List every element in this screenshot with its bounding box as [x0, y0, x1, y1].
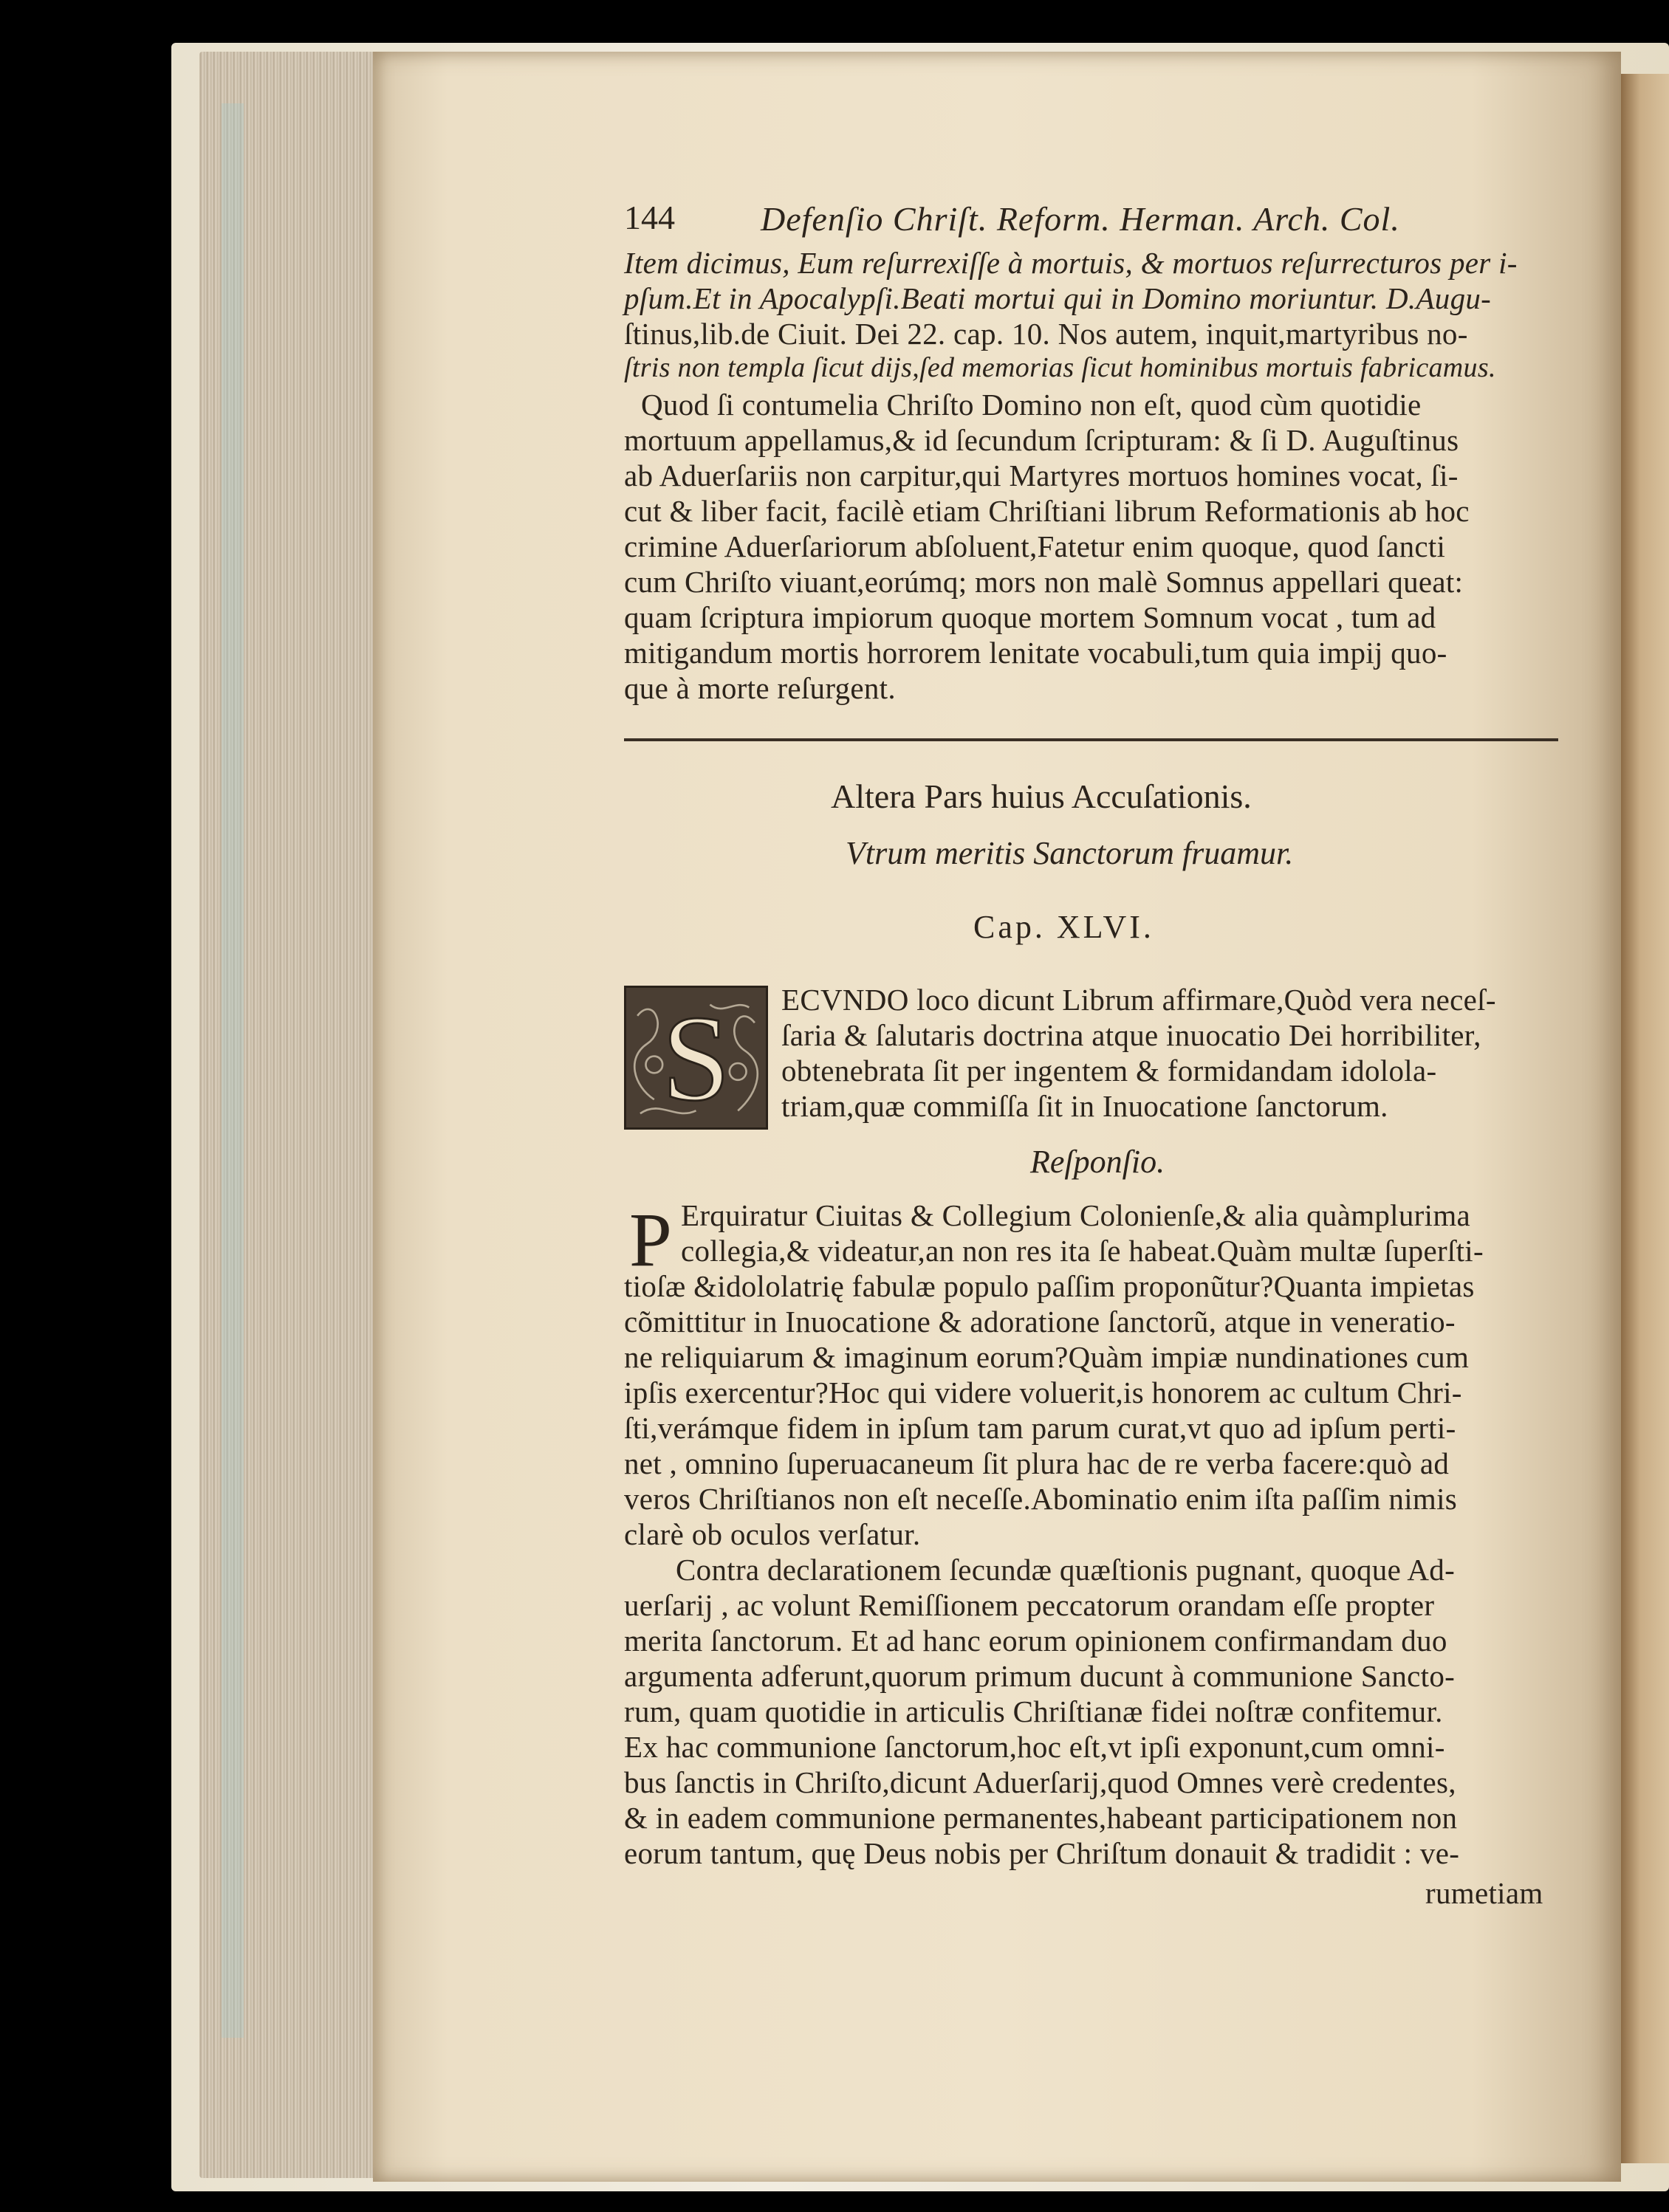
text-line: argumenta adferunt,quorum primum ducunt à communione Sancto-	[624, 1659, 1456, 1693]
text-line: tioſæ &idololatrię fabulæ populo paſſim proponũtur?Quanta impietas	[624, 1269, 1475, 1303]
svg-text:S: S	[662, 990, 730, 1127]
text-line: mitigandum mortis horrorem lenitate vocabuli,tum quia impij quo-	[624, 636, 1447, 670]
text-line: merita ſanctorum. Et ad hanc eorum opinionem confirmandam duo	[624, 1624, 1447, 1658]
responsio-heading: Reſponſio.	[1030, 1144, 1165, 1180]
text-line: & in eadem communione permanentes,habeant participationem non	[624, 1801, 1458, 1835]
text-line: quam ſcriptura impiorum quoque mortem Somnum vocat , tum ad	[624, 600, 1436, 634]
text-line: cut & liber facit, facilè etiam Chriſtiani librum Reformationis ab hoc	[624, 494, 1470, 528]
text-line: ab Aduerſariis non carpitur,qui Martyres mortuos homines vocat, ſi-	[624, 458, 1459, 492]
text-line: ſaria & ſalutaris doctrina atque inuocatio Dei horribiliter,	[781, 1018, 1481, 1052]
text-line: rum, quam quotidie in articulis Chriſtianæ fidei noſtræ confitemur.	[624, 1694, 1443, 1728]
decorated-initial-s	[624, 986, 768, 1130]
text-line: ſtinus,lib.de Ciuit. Dei 22. cap. 10. Nos autem, inquit,martyribus no-	[624, 317, 1468, 351]
text-line: Contra declarationem ſecundæ quæſtionis pugnant, quoque Ad-	[676, 1553, 1456, 1587]
chapter-heading: Cap. XLVI.	[973, 909, 1154, 945]
text-line: pſum.Et in Apocalypſi.Beati mortui qui in Domino moriuntur. D.Augu-	[624, 281, 1492, 315]
running-head: Defenſio Chriſt. Reform. Herman. Arch. Col.	[761, 200, 1400, 238]
initial-ornament-icon	[626, 988, 766, 1127]
text-line: crimine Aduerſariorum abſoluent,Fatetur enim quoque, quod ſancti	[624, 529, 1446, 563]
initial-p: P	[629, 1198, 672, 1282]
text-line: obtenebrata ſit per ingentem & formidandam idolola-	[781, 1054, 1437, 1088]
facing-page	[1621, 74, 1669, 2163]
text-line: Quod ſi contumelia Chriſto Domino non eſt, quod cùm quotidie	[641, 388, 1422, 422]
text-line: collegia,& videatur,an non res ita ſe habeat.Quàm multæ ſuperſti-	[681, 1234, 1484, 1268]
text-line: eorum tantum, quę Deus nobis per Chriſtum donauit & tradidit : ve-	[624, 1836, 1460, 1870]
text-line: net , omnino ſuperuacaneum ſit plura hac de re verba facere:quò ad	[624, 1446, 1450, 1480]
text-line: ipſis exercentur?Hoc qui videre voluerit,is honorem ac cultum Chri-	[624, 1375, 1462, 1409]
text-line: veros Chriſtianos non eſt neceſſe.Abominatio enim iſta paſſim nimis	[624, 1482, 1458, 1516]
text-line: cum Chriſto viuant,eorúmq; mors non malè Somnus appellari queat:	[624, 565, 1464, 599]
page-edge-tint	[222, 103, 244, 2038]
text-line: Erquiratur Ciuitas & Collegium Colonienſe,& alia quàmplurima	[681, 1198, 1471, 1232]
text-line: uerſarij , ac volunt Remiſſionem peccatorum orandam eſſe propter	[624, 1588, 1435, 1622]
text-line: clarè ob oculos verſatur.	[624, 1517, 921, 1551]
section-subtitle: Vtrum meritis Sanctorum fruamur.	[846, 835, 1294, 871]
text-line: cõmittitur in Inuocatione & adoratione ſanctorũ, atque in veneratio-	[624, 1305, 1456, 1339]
text-line: mortuum appellamus,& id ſecundum ſcripturam: & ſi D. Auguſtinus	[624, 423, 1459, 457]
text-line: ſtris non templa ſicut dijs,ſed memorias ſicut hominibus mortuis fabricamus.	[624, 352, 1496, 383]
text-line: ſti,verámque fidem in ipſum tam parum curat,vt quo ad ipſum perti-	[624, 1411, 1456, 1445]
section-title: Altera Pars huius Accuſationis.	[831, 777, 1252, 815]
text-line: ne reliquiarum & imaginum eorum?Quàm impiæ nundinationes cum	[624, 1340, 1470, 1374]
text-line: que à morte reſurgent.	[624, 671, 896, 705]
text-line: Ex hac communione ſanctorum,hoc eſt,vt ipſi exponunt,cum omni-	[624, 1730, 1445, 1764]
catchword: rumetiam	[1425, 1876, 1543, 1910]
text-line: ECVNDO loco dicunt Librum affirmare,Quòd vera neceſ-	[781, 983, 1496, 1017]
text-line: triam,quæ commiſſa ſit in Inuocatione ſanctorum.	[781, 1089, 1388, 1123]
page-number: 144	[624, 199, 675, 236]
section-rule	[624, 738, 1558, 741]
text-line: bus ſanctis in Chriſto,dicunt Aduerſarij,quod Omnes verè credentes,	[624, 1765, 1456, 1799]
text-line: Item dicimus, Eum reſurrexiſſe à mortuis, & mortuos reſurrecturos per i-	[624, 246, 1518, 280]
